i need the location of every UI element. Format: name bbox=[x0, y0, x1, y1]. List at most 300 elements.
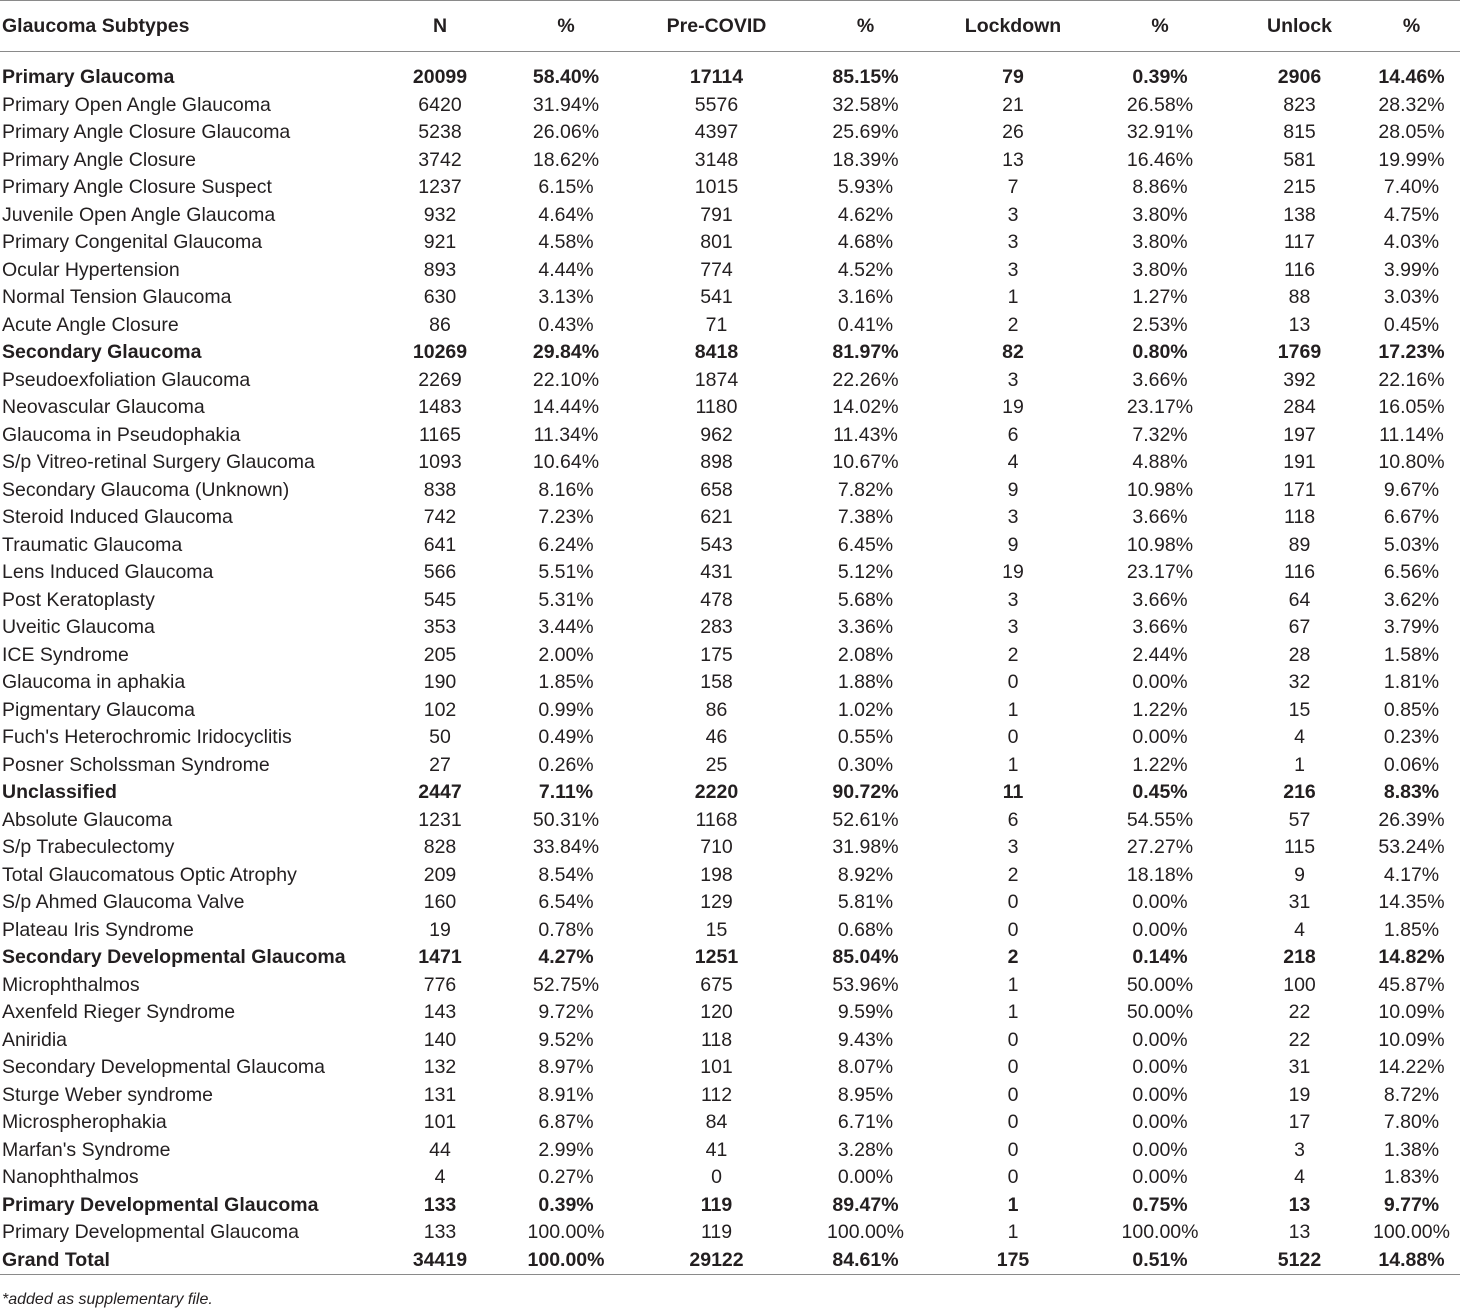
cell-lockdown: 0 bbox=[1007, 726, 1019, 748]
cell-pre-covid: 791 bbox=[700, 203, 733, 226]
cell-n-percent: 0.27% bbox=[538, 1166, 594, 1188]
cell-subtype: Steroid Induced Glaucoma bbox=[2, 506, 233, 528]
table-row bbox=[0, 1137, 1460, 1165]
cell-lockdown: 79 bbox=[1002, 66, 1024, 88]
cell-pre-covid-percent: 5.93% bbox=[837, 176, 894, 198]
cell-n: 133 bbox=[423, 1221, 457, 1243]
table-row bbox=[0, 229, 1460, 257]
table-row bbox=[0, 504, 1460, 532]
cell-pre-covid-percent: 11.43% bbox=[833, 423, 898, 446]
cell-n-percent: 2.99% bbox=[538, 1138, 594, 1161]
cell-n-percent: 5.31% bbox=[538, 588, 594, 611]
cell-lockdown: 0 bbox=[1007, 1056, 1019, 1078]
cell-unlock-percent: 45.87% bbox=[1378, 973, 1445, 996]
cell-n-percent: 58.40% bbox=[532, 66, 600, 88]
cell-subtype: Secondary Glaucoma bbox=[2, 341, 202, 363]
header-pre-covid: Pre-COVID bbox=[644, 1, 789, 52]
cell-unlock-percent: 1.58% bbox=[1383, 643, 1440, 666]
cell-pre-covid: 120 bbox=[700, 1001, 733, 1023]
cell-pre-covid-percent: 0.55% bbox=[837, 726, 894, 748]
cell-pre-covid-percent: 10.67% bbox=[832, 451, 899, 473]
cell-unlock: 138 bbox=[1283, 203, 1316, 226]
cell-unlock-percent: 14.82% bbox=[1378, 946, 1445, 968]
cell-unlock-percent: 1.85% bbox=[1383, 918, 1440, 941]
cell-n: 143 bbox=[423, 1001, 457, 1023]
cell-n-percent: 7.23% bbox=[538, 506, 594, 528]
header-n-percent: % bbox=[488, 1, 644, 52]
cell-subtype: Neovascular Glaucoma bbox=[2, 396, 205, 418]
cell-lockdown-percent: 3.66% bbox=[1132, 588, 1188, 611]
cell-lockdown: 0 bbox=[1007, 1111, 1019, 1133]
cell-unlock: 815 bbox=[1283, 121, 1316, 143]
spacer-cell bbox=[0, 52, 1460, 65]
table-row bbox=[0, 1027, 1460, 1055]
cell-pre-covid-percent: 85.04% bbox=[832, 946, 899, 968]
cell-n-percent: 0.49% bbox=[538, 726, 594, 748]
cell-subtype: Microspherophakia bbox=[2, 1111, 167, 1133]
cell-pre-covid-percent: 6.45% bbox=[837, 533, 894, 556]
cell-pre-covid: 198 bbox=[700, 863, 733, 886]
cell-lockdown: 6 bbox=[1007, 423, 1019, 446]
cell-subtype: Pigmentary Glaucoma bbox=[2, 698, 195, 721]
cell-unlock-percent: 0.06% bbox=[1383, 753, 1440, 776]
cell-n: 6420 bbox=[418, 93, 462, 116]
cell-subtype: Uveitic Glaucoma bbox=[2, 616, 155, 638]
cell-n-percent: 7.11% bbox=[538, 781, 594, 803]
cell-unlock: 116 bbox=[1283, 258, 1316, 281]
cell-pre-covid: 1015 bbox=[694, 176, 739, 198]
table-row bbox=[0, 917, 1460, 945]
header-pre-covid-percent: % bbox=[789, 1, 942, 52]
cell-unlock-percent: 28.32% bbox=[1378, 93, 1445, 116]
cell-lockdown: 6 bbox=[1007, 808, 1019, 831]
cell-n: 160 bbox=[423, 891, 457, 913]
cell-lockdown-percent: 18.18% bbox=[1126, 863, 1194, 886]
cell-unlock-percent: 7.40% bbox=[1383, 176, 1440, 198]
cell-unlock: 13 bbox=[1288, 313, 1311, 336]
cell-n: 1093 bbox=[418, 451, 462, 473]
cell-unlock-percent: 0.45% bbox=[1383, 313, 1440, 336]
table-group-row bbox=[0, 64, 1460, 92]
cell-pre-covid: 283 bbox=[700, 616, 733, 638]
cell-n-percent: 8.16% bbox=[538, 478, 594, 501]
cell-n: 3742 bbox=[418, 148, 462, 171]
cell-n-percent: 0.99% bbox=[538, 698, 594, 721]
cell-unlock: 22 bbox=[1288, 1028, 1311, 1051]
cell-lockdown-percent: 0.00% bbox=[1132, 671, 1188, 693]
cell-subtype: Primary Developmental Glaucoma bbox=[2, 1193, 319, 1216]
cell-unlock-percent: 8.83% bbox=[1383, 781, 1440, 803]
cell-lockdown-percent: 3.80% bbox=[1132, 231, 1188, 253]
cell-pre-covid: 25 bbox=[705, 753, 728, 776]
table-row bbox=[0, 999, 1460, 1027]
cell-subtype: Primary Angle Closure bbox=[2, 148, 196, 171]
cell-pre-covid-percent: 9.43% bbox=[837, 1028, 894, 1051]
cell-n-percent: 22.10% bbox=[532, 368, 600, 391]
cell-pre-covid-percent: 4.52% bbox=[837, 258, 894, 281]
cell-unlock-percent: 9.77% bbox=[1383, 1193, 1440, 1216]
cell-pre-covid: 1168 bbox=[695, 808, 738, 831]
cell-unlock: 2906 bbox=[1277, 66, 1322, 88]
cell-lockdown-percent: 10.98% bbox=[1126, 478, 1194, 501]
cell-n: 44 bbox=[429, 1138, 451, 1161]
cell-pre-covid-percent: 22.26% bbox=[832, 368, 899, 391]
cell-unlock-percent: 0.23% bbox=[1383, 726, 1440, 748]
cell-lockdown-percent: 4.88% bbox=[1132, 451, 1188, 473]
cell-lockdown: 0 bbox=[1007, 891, 1019, 913]
cell-subtype: Lens Induced Glaucoma bbox=[2, 561, 214, 583]
table-row bbox=[0, 532, 1460, 560]
table-row bbox=[0, 1164, 1460, 1192]
cell-n: 133 bbox=[423, 1193, 457, 1216]
cell-pre-covid-percent: 2.08% bbox=[837, 643, 894, 666]
cell-unlock: 3 bbox=[1294, 1138, 1305, 1161]
cell-n-percent: 0.43% bbox=[538, 313, 594, 336]
cell-pre-covid-percent: 84.61% bbox=[789, 1247, 942, 1275]
cell-pre-covid-percent: 18.39% bbox=[832, 148, 899, 171]
cell-pre-covid: 175 bbox=[700, 643, 733, 666]
table-row bbox=[0, 119, 1460, 147]
cell-lockdown-percent: 0.00% bbox=[1132, 1166, 1188, 1188]
cell-lockdown-percent: 23.17% bbox=[1126, 561, 1194, 583]
table-row bbox=[0, 1219, 1460, 1247]
cell-lockdown: 1 bbox=[1007, 753, 1019, 776]
cell-unlock-percent: 16.05% bbox=[1378, 396, 1445, 418]
cell-lockdown-percent: 0.00% bbox=[1132, 1111, 1188, 1133]
cell-subtype: Nanophthalmos bbox=[2, 1166, 139, 1188]
cell-unlock-percent: 11.14% bbox=[1379, 423, 1444, 446]
cell-pre-covid-percent: 32.58% bbox=[832, 93, 899, 116]
cell-n-percent: 10.64% bbox=[532, 451, 600, 473]
cell-unlock: 5122 bbox=[1236, 1247, 1363, 1275]
cell-unlock-percent: 4.03% bbox=[1383, 231, 1440, 253]
cell-n: 131 bbox=[423, 1083, 457, 1106]
cell-lockdown: 3 bbox=[1007, 588, 1019, 611]
cell-n: 101 bbox=[423, 1111, 457, 1133]
cell-n: 140 bbox=[423, 1028, 457, 1051]
cell-pre-covid: 2220 bbox=[694, 781, 739, 803]
cell-subtype: Marfan's Syndrome bbox=[2, 1138, 171, 1161]
cell-pre-covid: 898 bbox=[700, 451, 733, 473]
cell-subtype: Absolute Glaucoma bbox=[2, 808, 173, 831]
cell-unlock: 22 bbox=[1288, 1001, 1311, 1023]
cell-subtype: Grand Total bbox=[0, 1247, 392, 1275]
cell-unlock-percent: 6.56% bbox=[1383, 561, 1440, 583]
cell-subtype: Juvenile Open Angle Glaucoma bbox=[2, 203, 276, 226]
cell-pre-covid-percent: 4.68% bbox=[837, 231, 894, 253]
cell-subtype: Glaucoma in Pseudophakia bbox=[2, 423, 241, 446]
cell-unlock-percent: 26.39% bbox=[1378, 808, 1445, 831]
cell-pre-covid-percent: 53.96% bbox=[832, 973, 899, 996]
cell-unlock-percent: 53.24% bbox=[1378, 836, 1445, 858]
cell-lockdown-percent: 16.46% bbox=[1126, 148, 1194, 171]
cell-unlock-percent: 17.23% bbox=[1378, 341, 1445, 363]
cell-pre-covid-percent: 0.30% bbox=[837, 753, 894, 776]
cell-pre-covid: 658 bbox=[700, 478, 733, 501]
cell-pre-covid: 1874 bbox=[694, 368, 739, 391]
cell-pre-covid-percent: 3.28% bbox=[837, 1138, 894, 1161]
table-row bbox=[0, 257, 1460, 285]
cell-lockdown-percent: 0.00% bbox=[1132, 726, 1188, 748]
cell-pre-covid: 158 bbox=[700, 671, 733, 693]
cell-n: 641 bbox=[423, 533, 457, 556]
table-row bbox=[0, 669, 1460, 697]
cell-pre-covid-percent: 1.02% bbox=[837, 698, 894, 721]
table-row bbox=[0, 394, 1460, 422]
cell-unlock: 17 bbox=[1288, 1111, 1311, 1133]
cell-lockdown-percent: 1.22% bbox=[1132, 698, 1188, 721]
cell-unlock-percent: 0.85% bbox=[1383, 698, 1440, 721]
cell-lockdown: 2 bbox=[1007, 313, 1019, 336]
table-row bbox=[0, 724, 1460, 752]
cell-subtype: Secondary Developmental Glaucoma bbox=[2, 1056, 326, 1078]
table-row bbox=[0, 202, 1460, 230]
cell-pre-covid-percent: 90.72% bbox=[832, 781, 899, 803]
cell-unlock-percent: 4.17% bbox=[1383, 863, 1440, 886]
table-row bbox=[0, 559, 1460, 587]
cell-unlock: 28 bbox=[1288, 643, 1311, 666]
cell-lockdown-percent: 3.66% bbox=[1132, 506, 1188, 528]
cell-n-percent: 4.27% bbox=[538, 946, 594, 968]
cell-pre-covid-percent: 81.97% bbox=[832, 341, 899, 363]
cell-n-percent: 8.54% bbox=[538, 863, 594, 886]
cell-n: 10269 bbox=[412, 341, 468, 363]
cell-pre-covid: 17114 bbox=[689, 66, 744, 88]
cell-lockdown-percent: 0.45% bbox=[1132, 781, 1188, 803]
cell-n: 5238 bbox=[418, 121, 462, 143]
cell-lockdown: 1 bbox=[1007, 1193, 1019, 1216]
cell-n: 776 bbox=[423, 973, 457, 996]
cell-subtype: Primary Open Angle Glaucoma bbox=[2, 93, 271, 116]
cell-unlock: 392 bbox=[1283, 368, 1316, 391]
cell-lockdown: 82 bbox=[1002, 341, 1024, 363]
table-group-row bbox=[0, 1192, 1460, 1220]
cell-pre-covid-percent: 0.41% bbox=[837, 313, 894, 336]
cell-n-percent: 9.52% bbox=[538, 1028, 594, 1051]
cell-pre-covid-percent: 4.62% bbox=[837, 203, 894, 226]
cell-n-percent: 11.34% bbox=[533, 423, 599, 446]
cell-pre-covid: 1180 bbox=[695, 396, 738, 418]
cell-pre-covid-percent: 1.88% bbox=[837, 671, 894, 693]
cell-lockdown-percent: 1.27% bbox=[1132, 286, 1188, 308]
cell-pre-covid: 0 bbox=[711, 1166, 722, 1188]
cell-unlock-percent: 1.81% bbox=[1383, 671, 1440, 693]
cell-n: 742 bbox=[423, 506, 457, 528]
cell-pre-covid: 29122 bbox=[644, 1247, 789, 1275]
cell-subtype: Normal Tension Glaucoma bbox=[2, 286, 232, 308]
table-group-row bbox=[0, 1247, 1460, 1275]
cell-unlock-percent: 8.72% bbox=[1383, 1083, 1440, 1106]
cell-n: 4 bbox=[434, 1166, 446, 1188]
header-row bbox=[0, 1, 1460, 52]
cell-n: 132 bbox=[423, 1056, 457, 1078]
cell-unlock: 1 bbox=[1294, 753, 1305, 776]
cell-n: 1237 bbox=[418, 176, 462, 198]
cell-n: 545 bbox=[423, 588, 457, 611]
cell-pre-covid: 675 bbox=[700, 973, 733, 996]
cell-pre-covid: 112 bbox=[700, 1083, 733, 1106]
cell-lockdown-percent: 0.75% bbox=[1132, 1193, 1188, 1216]
cell-subtype: Primary Angle Closure Suspect bbox=[2, 176, 272, 198]
cell-lockdown: 3 bbox=[1007, 203, 1019, 226]
cell-unlock-percent: 10.09% bbox=[1378, 1001, 1445, 1023]
cell-n: 1165 bbox=[419, 423, 461, 446]
cell-pre-covid-percent: 5.81% bbox=[837, 891, 894, 913]
cell-unlock-percent: 1.83% bbox=[1383, 1166, 1440, 1188]
cell-n-percent: 1.85% bbox=[538, 671, 594, 693]
cell-n-percent: 6.15% bbox=[538, 176, 594, 198]
cell-pre-covid: 15 bbox=[705, 918, 728, 941]
cell-n-percent: 3.13% bbox=[538, 286, 594, 308]
cell-unlock-percent: 7.80% bbox=[1383, 1111, 1440, 1133]
cell-lockdown: 0 bbox=[1007, 918, 1019, 941]
cell-subtype: Ocular Hypertension bbox=[2, 258, 180, 281]
cell-n-percent: 4.64% bbox=[538, 203, 594, 226]
cell-unlock: 15 bbox=[1288, 698, 1311, 721]
cell-lockdown-percent: 0.00% bbox=[1132, 1056, 1188, 1078]
cell-n: 190 bbox=[423, 671, 457, 693]
table-row bbox=[0, 1109, 1460, 1137]
cell-unlock: 116 bbox=[1283, 561, 1316, 583]
cell-unlock: 4 bbox=[1294, 918, 1305, 941]
cell-pre-covid-percent: 89.47% bbox=[832, 1193, 899, 1216]
table-row bbox=[0, 614, 1460, 642]
table-row bbox=[0, 642, 1460, 670]
cell-pre-covid: 801 bbox=[700, 231, 733, 253]
header-spacer bbox=[0, 52, 1460, 65]
cell-n: 1483 bbox=[418, 396, 462, 418]
cell-unlock: 581 bbox=[1283, 148, 1316, 171]
cell-lockdown: 175 bbox=[942, 1247, 1084, 1275]
cell-pre-covid-percent: 3.16% bbox=[837, 286, 894, 308]
table-row bbox=[0, 889, 1460, 917]
table-row bbox=[0, 422, 1460, 450]
cell-unlock: 32 bbox=[1288, 671, 1311, 693]
cell-lockdown-percent: 26.58% bbox=[1126, 93, 1194, 116]
cell-unlock: 13 bbox=[1288, 1193, 1311, 1216]
cell-lockdown: 3 bbox=[1007, 258, 1019, 281]
cell-lockdown-percent: 3.80% bbox=[1132, 203, 1188, 226]
cell-pre-covid-percent: 85.15% bbox=[832, 66, 899, 88]
cell-n: 1231 bbox=[418, 808, 462, 831]
cell-pre-covid: 119 bbox=[700, 1221, 733, 1243]
cell-unlock: 218 bbox=[1283, 946, 1316, 968]
cell-lockdown: 2 bbox=[1007, 643, 1019, 666]
cell-lockdown-percent: 23.17% bbox=[1126, 396, 1194, 418]
cell-unlock: 31 bbox=[1288, 891, 1311, 913]
cell-n-percent: 2.00% bbox=[538, 643, 594, 666]
cell-n: 566 bbox=[423, 561, 457, 583]
cell-lockdown-percent: 2.53% bbox=[1132, 313, 1188, 336]
cell-subtype: Axenfeld Rieger Syndrome bbox=[2, 1001, 236, 1023]
cell-lockdown-percent: 50.00% bbox=[1126, 973, 1194, 996]
cell-subtype: Microphthalmos bbox=[2, 973, 140, 996]
cell-lockdown: 3 bbox=[1007, 616, 1019, 638]
cell-unlock-percent: 6.67% bbox=[1383, 506, 1440, 528]
cell-pre-covid: 541 bbox=[700, 286, 733, 308]
cell-n-percent: 14.44% bbox=[532, 396, 600, 418]
cell-lockdown: 19 bbox=[1002, 396, 1024, 418]
cell-unlock: 171 bbox=[1283, 478, 1316, 501]
cell-n: 86 bbox=[429, 313, 451, 336]
cell-n: 2269 bbox=[418, 368, 462, 391]
cell-pre-covid: 84 bbox=[705, 1111, 728, 1133]
cell-n: 2447 bbox=[418, 781, 462, 803]
cell-subtype: S/p Ahmed Glaucoma Valve bbox=[2, 891, 245, 913]
cell-unlock: 118 bbox=[1283, 506, 1316, 528]
cell-pre-covid-percent: 52.61% bbox=[832, 808, 899, 831]
cell-n-percent: 26.06% bbox=[532, 121, 600, 143]
cell-n: 209 bbox=[423, 863, 457, 886]
cell-subtype: Primary Congenital Glaucoma bbox=[2, 231, 263, 253]
cell-pre-covid-percent: 8.95% bbox=[837, 1083, 894, 1106]
cell-n: 828 bbox=[423, 836, 457, 858]
cell-lockdown-percent: 54.55% bbox=[1126, 808, 1194, 831]
cell-subtype: Unclassified bbox=[2, 781, 117, 803]
cell-subtype: Sturge Weber syndrome bbox=[2, 1083, 213, 1106]
cell-pre-covid: 71 bbox=[705, 313, 728, 336]
cell-pre-covid-percent: 31.98% bbox=[832, 836, 899, 858]
cell-unlock-percent: 14.35% bbox=[1378, 891, 1445, 913]
cell-pre-covid: 431 bbox=[700, 561, 733, 583]
table-row bbox=[0, 174, 1460, 202]
cell-pre-covid: 3148 bbox=[694, 148, 739, 171]
cell-lockdown-percent: 0.00% bbox=[1132, 918, 1188, 941]
cell-n: 34419 bbox=[392, 1247, 488, 1275]
cell-lockdown-percent: 100.00% bbox=[1121, 1221, 1199, 1243]
cell-subtype: Secondary Developmental Glaucoma bbox=[2, 946, 346, 968]
cell-pre-covid-percent: 0.68% bbox=[837, 918, 894, 941]
cell-pre-covid: 478 bbox=[700, 588, 733, 611]
cell-n: 20099 bbox=[412, 66, 468, 88]
cell-subtype: Glaucoma in aphakia bbox=[2, 671, 186, 693]
cell-unlock: 215 bbox=[1283, 176, 1316, 198]
header-unlock: Unlock bbox=[1236, 1, 1363, 52]
cell-pre-covid-percent: 8.92% bbox=[837, 863, 894, 886]
cell-unlock-percent: 10.09% bbox=[1378, 1028, 1445, 1051]
cell-unlock: 823 bbox=[1283, 93, 1316, 116]
cell-n: 353 bbox=[423, 616, 457, 638]
cell-lockdown-percent: 27.27% bbox=[1126, 836, 1194, 858]
cell-n-percent: 9.72% bbox=[538, 1001, 594, 1023]
cell-lockdown: 0 bbox=[1007, 671, 1019, 693]
cell-pre-covid-percent: 0.00% bbox=[837, 1166, 894, 1188]
cell-n: 205 bbox=[423, 643, 457, 666]
cell-lockdown: 26 bbox=[1002, 121, 1024, 143]
cell-lockdown: 3 bbox=[1007, 368, 1019, 391]
cell-n-percent: 0.78% bbox=[538, 918, 594, 941]
cell-subtype: Traumatic Glaucoma bbox=[2, 533, 183, 556]
cell-lockdown: 0 bbox=[1007, 1083, 1019, 1106]
cell-lockdown-percent: 1.22% bbox=[1132, 753, 1188, 776]
cell-pre-covid: 5576 bbox=[694, 93, 739, 116]
cell-unlock: 4 bbox=[1294, 1166, 1305, 1188]
cell-n: 838 bbox=[423, 478, 457, 501]
cell-unlock-percent: 28.05% bbox=[1378, 121, 1445, 143]
cell-lockdown-percent: 3.80% bbox=[1132, 258, 1188, 281]
cell-pre-covid-percent: 6.71% bbox=[837, 1111, 894, 1133]
cell-lockdown-percent: 0.00% bbox=[1132, 1083, 1188, 1106]
cell-lockdown: 7 bbox=[1007, 176, 1019, 198]
cell-n-percent: 50.31% bbox=[532, 808, 600, 831]
cell-n-percent: 6.54% bbox=[538, 891, 594, 913]
cell-unlock-percent: 19.99% bbox=[1378, 148, 1445, 171]
table-row bbox=[0, 284, 1460, 312]
table-row bbox=[0, 147, 1460, 175]
cell-n-percent: 4.44% bbox=[538, 258, 594, 281]
cell-subtype: Primary Angle Closure Glaucoma bbox=[2, 121, 291, 143]
cell-n-percent: 6.24% bbox=[538, 533, 594, 556]
